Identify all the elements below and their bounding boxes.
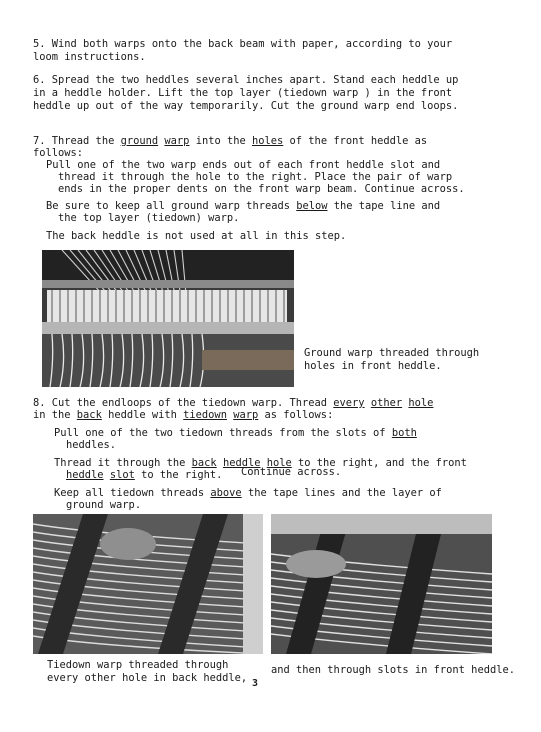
step7-line2: follows: [33, 147, 84, 159]
step8-para2-continue: Continue across. [241, 466, 342, 478]
step7-line1: 7. Thread the ground warp into the holes of the front heddle as [33, 135, 428, 147]
step8-left-caption-line2: every other hole in back heddle, [47, 672, 248, 684]
step7-para3: The back heddle is not used at all in this step. [46, 230, 347, 242]
step7-para2-line2: the top layer (tiedown) warp. [58, 212, 240, 224]
step8-line2: in the back heddle with tiedown warp as follows: [33, 409, 334, 421]
page-number: 3 [252, 678, 259, 689]
step8-left-caption-line1: Tiedown warp threaded through [47, 659, 229, 671]
step8-para3-line2: ground warp. [66, 499, 142, 511]
step7-para1-line3: ends in the proper dents on the front warp beam. Continue across. [58, 183, 465, 195]
step5-line2: loom instructions. [33, 51, 146, 63]
step7-caption-line2: holes in front heddle. [304, 360, 442, 372]
step8-para3-line1: Keep all tiedown threads above the tape lines and the layer of [54, 487, 442, 499]
step6-line2: in a heddle holder. Lift the top layer (tiedown warp ) in the front [33, 87, 453, 99]
step5-line1: 5. Wind both warps onto the back beam with paper, according to your [33, 38, 453, 50]
step7-para2-line1: Be sure to keep all ground warp threads below the tape line and [46, 200, 441, 212]
step8-para2-line1: Thread it through the back heddle hole to the right, and the front [54, 457, 467, 469]
step8-para1-line2: heddles. [66, 439, 117, 451]
step6-line3: heddle up out of the way temporarily. Cut the ground warp end loops. [33, 100, 459, 112]
step6-line1: 6. Spread the two heddles several inches apart. Stand each heddle up [33, 74, 459, 86]
step7-para1-line2: thread it through the hole to the right. Place the pair of warp [58, 171, 453, 183]
tiedown-front-heddle-photo [271, 514, 492, 654]
ground-warp-photo [42, 250, 294, 387]
step8-line1: 8. Cut the endloops of the tiedown warp. Thread every other hole [33, 397, 434, 409]
tiedown-back-heddle-photo [33, 514, 263, 654]
step7-caption-line1: Ground warp threaded through [304, 347, 480, 359]
step8-right-caption: and then through slots in front heddle. [271, 664, 515, 676]
step8-para2-line2: heddle slot to the right. [66, 469, 223, 481]
step8-para1-line1: Pull one of the two tiedown threads from the slots of both [54, 427, 417, 439]
step7-para1-line1: Pull one of the two warp ends out of each front heddle slot and [46, 159, 441, 171]
